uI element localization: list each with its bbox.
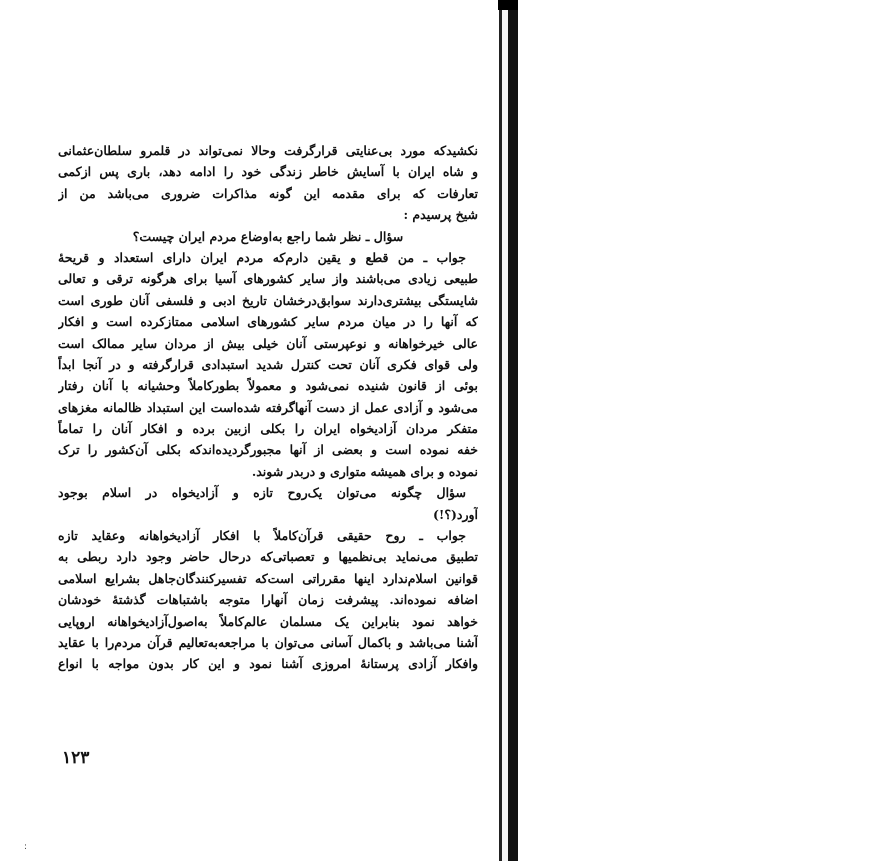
text-line: جواب ـ من قطع و یقین دارم‌که مردم ایران دارای استعداد و قریحهٔ [58, 249, 466, 265]
scan-speck: : [24, 842, 28, 852]
text-line: خواهد نمود بنابراین یک مسلمان عالم‌کاملاً به‌اصول‌آزادیخواهانه اروپایی [58, 613, 478, 629]
question-line: سؤال چگونه می‌توان یک‌روح تازه و آزادیخواه در اسلام بوجود [58, 485, 466, 501]
page-number: ۱۲۳ [62, 748, 90, 768]
text-line: ولی قوای فکری آنان تحت کنترل شدید استبدادی قرارگرفته و در آنجا ابداً [58, 356, 478, 372]
text-line: و شاه ایران با آسایش خاطر زندگی خود را ادامه دهد، باری پس ازکمی [58, 164, 478, 180]
text-line: شیخ پرسیدم : [403, 207, 478, 223]
text-line: آشنا می‌باشد و باکمال آسانی می‌توان با مراجعه‌به‌تعالیم قرآن مردم‌را با عقاید [58, 634, 478, 650]
text-line: خفه نموده است و بعضی از آنها مجبورگردیده‌اندکه بکلی آن‌کشور را ترک [58, 442, 478, 458]
text-line: عالی خیرخواهانه و نوعپرستی آنان خیلی بیش از مردان سایر ممالک است [58, 335, 478, 351]
text-line: تعارفات که برای مقدمه این گونه مذاکرات ضروری می‌باشد من از [58, 185, 478, 201]
text-line: طبیعی زیادی می‌باشند واز سایر کشورهای آسیا برای هرگونه ترقی و تعالی [58, 271, 478, 287]
text-line: اضافه نموده‌اند. پیشرفت زمان آنهارا متوجه باشتباهات گذشتهٔ خودشان [58, 592, 478, 608]
body-text [58, 140, 478, 675]
spine-edge-outer [508, 0, 518, 861]
spine-top-fold [498, 0, 518, 10]
text-line: نموده و برای همیشه متواری و دربدر شوند. [251, 463, 478, 479]
text-line: متفکر مردان آزادیخواه ایران را بکلی ازبین برده و افکار آنان را تماماً [58, 421, 478, 437]
text-line: وافکار آزادی پرستانهٔ امروزی آشنا نمود و این کار بدون مواجه با انواع [58, 656, 478, 672]
text-line: آورد(؟!) [432, 506, 478, 522]
text-line: جواب ـ روح حقیقی قرآن‌کاملاً با افکار آزادیخواهانه وعقاید تازه [58, 528, 466, 544]
text-line: نکشیدکه مورد بی‌عنایتی قرارگرفت وحالا نمی‌تواند در قلمرو سلطان‌عثمانی [58, 143, 478, 158]
text-line: بوئی از قانون شنیده نمی‌شود و معمولاً بطورکاملاً وحشیانه با آنان رفتار [58, 378, 478, 394]
text-line: تطبیق می‌نماید بی‌نظمیها و تعصباتی‌که درحال حاضر وجود دارد ربطی به [58, 549, 478, 565]
text-line: قوانین اسلام‌ندارد اینها مقرراتی است‌که تفسیرکنندگان‌جاهل بشرایع اسلامی [58, 570, 478, 586]
text-line: شایستگی بیشتری‌دارند سوابق‌درخشان تاریخ ادبی و فلسفی آنان طوری است [58, 292, 478, 308]
text-line: که آنها را در میان مردم سایر کشورهای اسلامی ممتازکرده است و افکار [58, 314, 478, 330]
question-heading: سؤال ـ نظر شما راجع به‌اوضاع مردم ایران چیست؟ [132, 228, 404, 244]
text-line: می‌شود و آزادی عمل از دست آنهاگرفته شده‌است این استبداد ظالمانه مغزهای [58, 399, 478, 415]
